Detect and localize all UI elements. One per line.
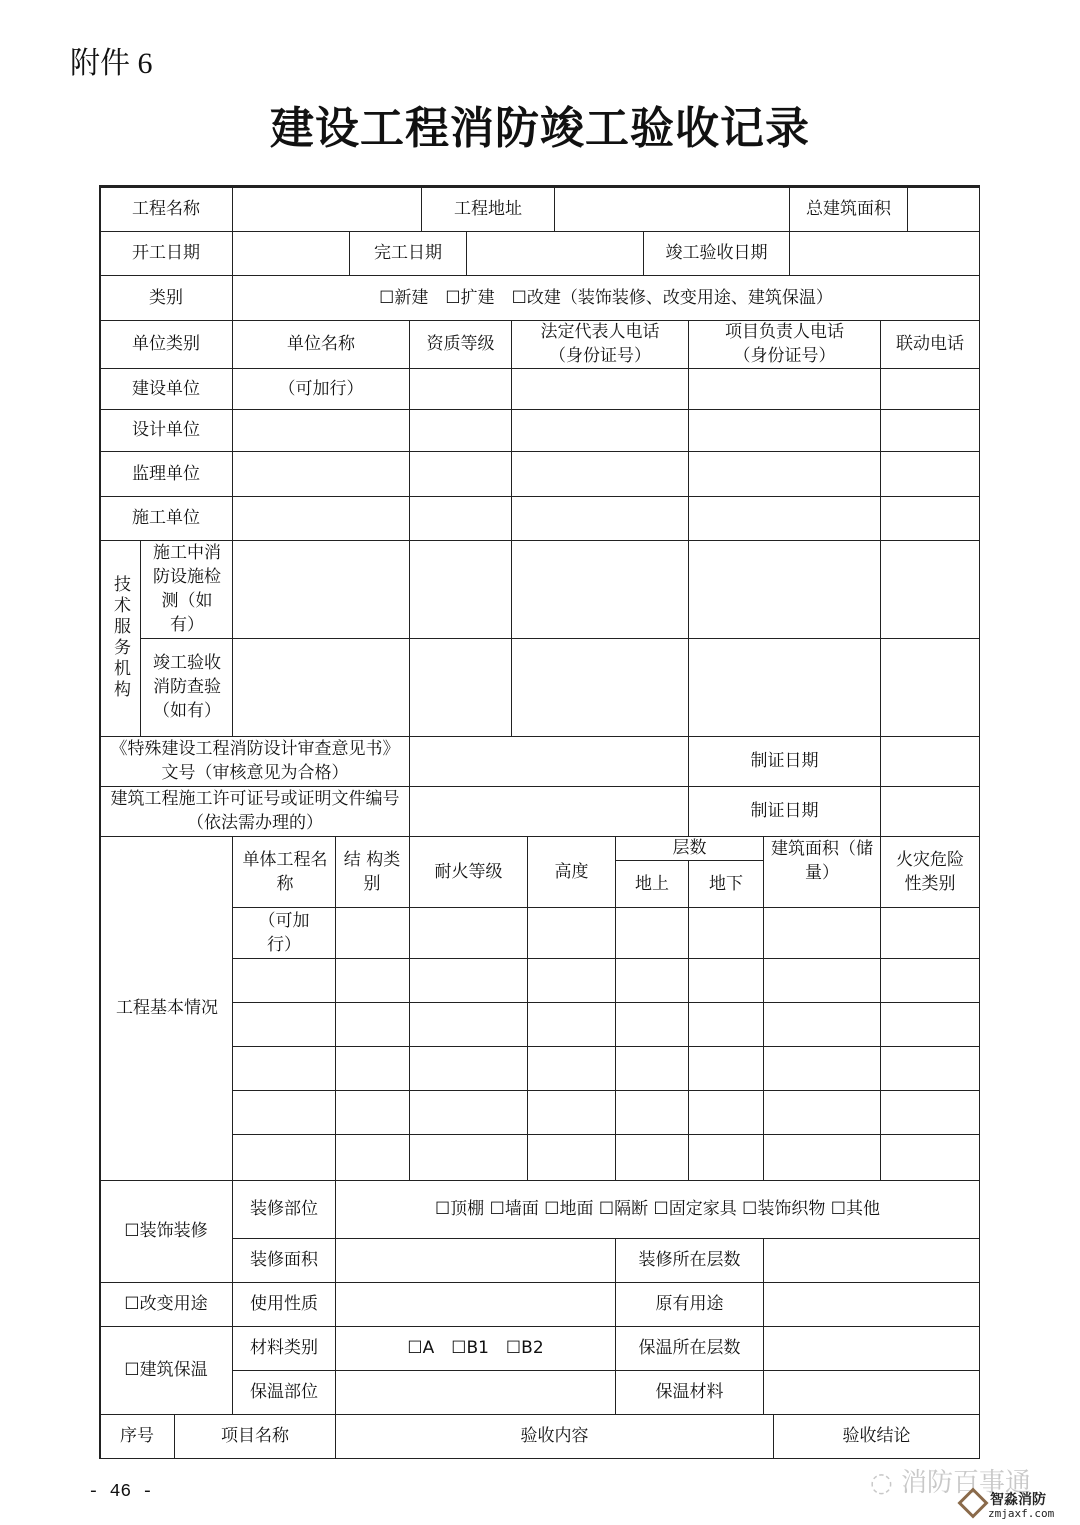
basic-add-row-hint: （可加行） (258, 910, 310, 955)
header-seq-no: 序号 (120, 1426, 154, 1446)
header-structure-type: 结 构类别 (343, 849, 401, 894)
unit-row-construction: 建设单位 (132, 378, 200, 399)
doc-permit-date-label: 制证日期 (750, 801, 819, 821)
watermark-text: 消防百事通 (900, 1468, 1031, 1498)
basic-info-label: 工程基本情况 (116, 998, 218, 1018)
label-decoration-area: 装修面积 (250, 1250, 318, 1270)
label-insulation-material: 保温材料 (655, 1382, 724, 1402)
header-fire-hazard: 火灾危险性类别 (896, 849, 964, 894)
insulation-checkbox[interactable]: ☐建筑保温 (124, 1360, 208, 1380)
header-height: 高度 (554, 861, 589, 882)
start-date-field[interactable] (233, 231, 349, 275)
unit-row-design: 设计单位 (132, 420, 200, 440)
brand-url: zmjaxf.com (988, 1507, 1055, 1520)
tech-service-label: 技术服务机构 (110, 575, 130, 701)
doc-design-review-date-label: 制证日期 (750, 751, 819, 771)
label-material-class: 材料类别 (250, 1338, 318, 1358)
header-fire-rating: 耐火等级 (434, 861, 503, 882)
header-floors: 层数 (672, 838, 707, 858)
page-title: 建设工程消防竣工验收记录 (270, 103, 810, 154)
header-item-name: 项目名称 (221, 1426, 289, 1446)
header-project-lead-phone (689, 320, 880, 368)
unit-row-supervision: 监理单位 (132, 463, 200, 484)
add-row-hint: （可加行） (278, 378, 364, 399)
header-building-area: 建筑面积（储量） (771, 839, 873, 883)
header-floors-below: 地下 (709, 873, 743, 894)
acceptance-date-field[interactable] (790, 231, 979, 275)
header-building-name: 单体工程名称 (242, 849, 328, 894)
category-options[interactable]: ☐新建 ☐扩建 ☐改建（装饰装修、改变用途、建筑保温） (379, 287, 833, 308)
unit-row-contractor: 施工单位 (132, 508, 200, 528)
attachment-label: 附件 6 (70, 47, 153, 80)
header-floors-above: 地上 (635, 873, 669, 894)
header-qualification: 资质等级 (426, 334, 495, 354)
label-insulation-part: 保温部位 (250, 1382, 318, 1402)
label-original-use: 原有用途 (655, 1294, 724, 1314)
label-project-address: 工程地址 (454, 199, 522, 219)
header-unit-name: 单位名称 (287, 334, 355, 354)
header-linkage-phone: 联动电话 (896, 334, 964, 354)
total-area-field[interactable] (908, 187, 979, 231)
label-project-name: 工程名称 (132, 199, 200, 219)
label-decoration-floors: 装修所在层数 (638, 1250, 741, 1270)
label-category: 类别 (149, 287, 183, 308)
label-insulation-floors: 保温所在层数 (638, 1338, 741, 1358)
wechat-icon: ◌ (870, 1468, 901, 1498)
brand-name: 智淼消防 (990, 1492, 1046, 1508)
label-decoration-part: 装修部位 (250, 1199, 318, 1219)
doc-permit-label: 建筑工程施工许可证号或证明文件编号（依法需办理的） (110, 789, 400, 833)
header-legal-rep-line1: 法定代表人电话 (540, 322, 660, 342)
material-class-options[interactable]: ☐A ☐B1 ☐B2 (407, 1338, 544, 1358)
label-use-nature: 使用性质 (250, 1294, 318, 1314)
decoration-checkbox[interactable]: ☐装饰装修 (124, 1221, 208, 1241)
decoration-part-options[interactable]: ☐顶棚 ☐墙面 ☐地面 ☐隔断 ☐固定家具 ☐装饰织物 ☐其他 (434, 1199, 881, 1219)
project-address-field[interactable] (555, 187, 789, 231)
change-use-checkbox[interactable]: ☐改变用途 (124, 1294, 208, 1314)
header-project-lead-line1: 项目负责人电话 (725, 322, 844, 342)
header-legal-rep-line2: （身份证号） (549, 346, 651, 366)
project-name-field[interactable] (233, 187, 421, 231)
label-start-date: 开工日期 (132, 243, 200, 263)
header-project-lead-line2: （身份证号） (733, 346, 836, 366)
label-total-area: 总建筑面积 (806, 199, 891, 219)
label-acceptance-date: 竣工验收日期 (665, 243, 768, 263)
header-unit-type: 单位类别 (132, 334, 200, 354)
page-number: - 46 - (88, 1482, 153, 1502)
header-acceptance-result: 验收结论 (842, 1426, 911, 1446)
tech-sub-testing: 施工中消防设施检测（如有） (153, 543, 221, 635)
header-legal-rep-phone (512, 320, 688, 368)
finish-date-field[interactable] (467, 231, 643, 275)
doc-design-review-label: 《特殊建设工程消防设计审查意见书》文号（审核意见为合格） (110, 739, 400, 783)
header-acceptance-content: 验收内容 (520, 1426, 589, 1446)
label-finish-date: 完工日期 (374, 243, 442, 263)
tech-sub-inspection: 竣工验收消防查验（如有） (153, 653, 221, 721)
